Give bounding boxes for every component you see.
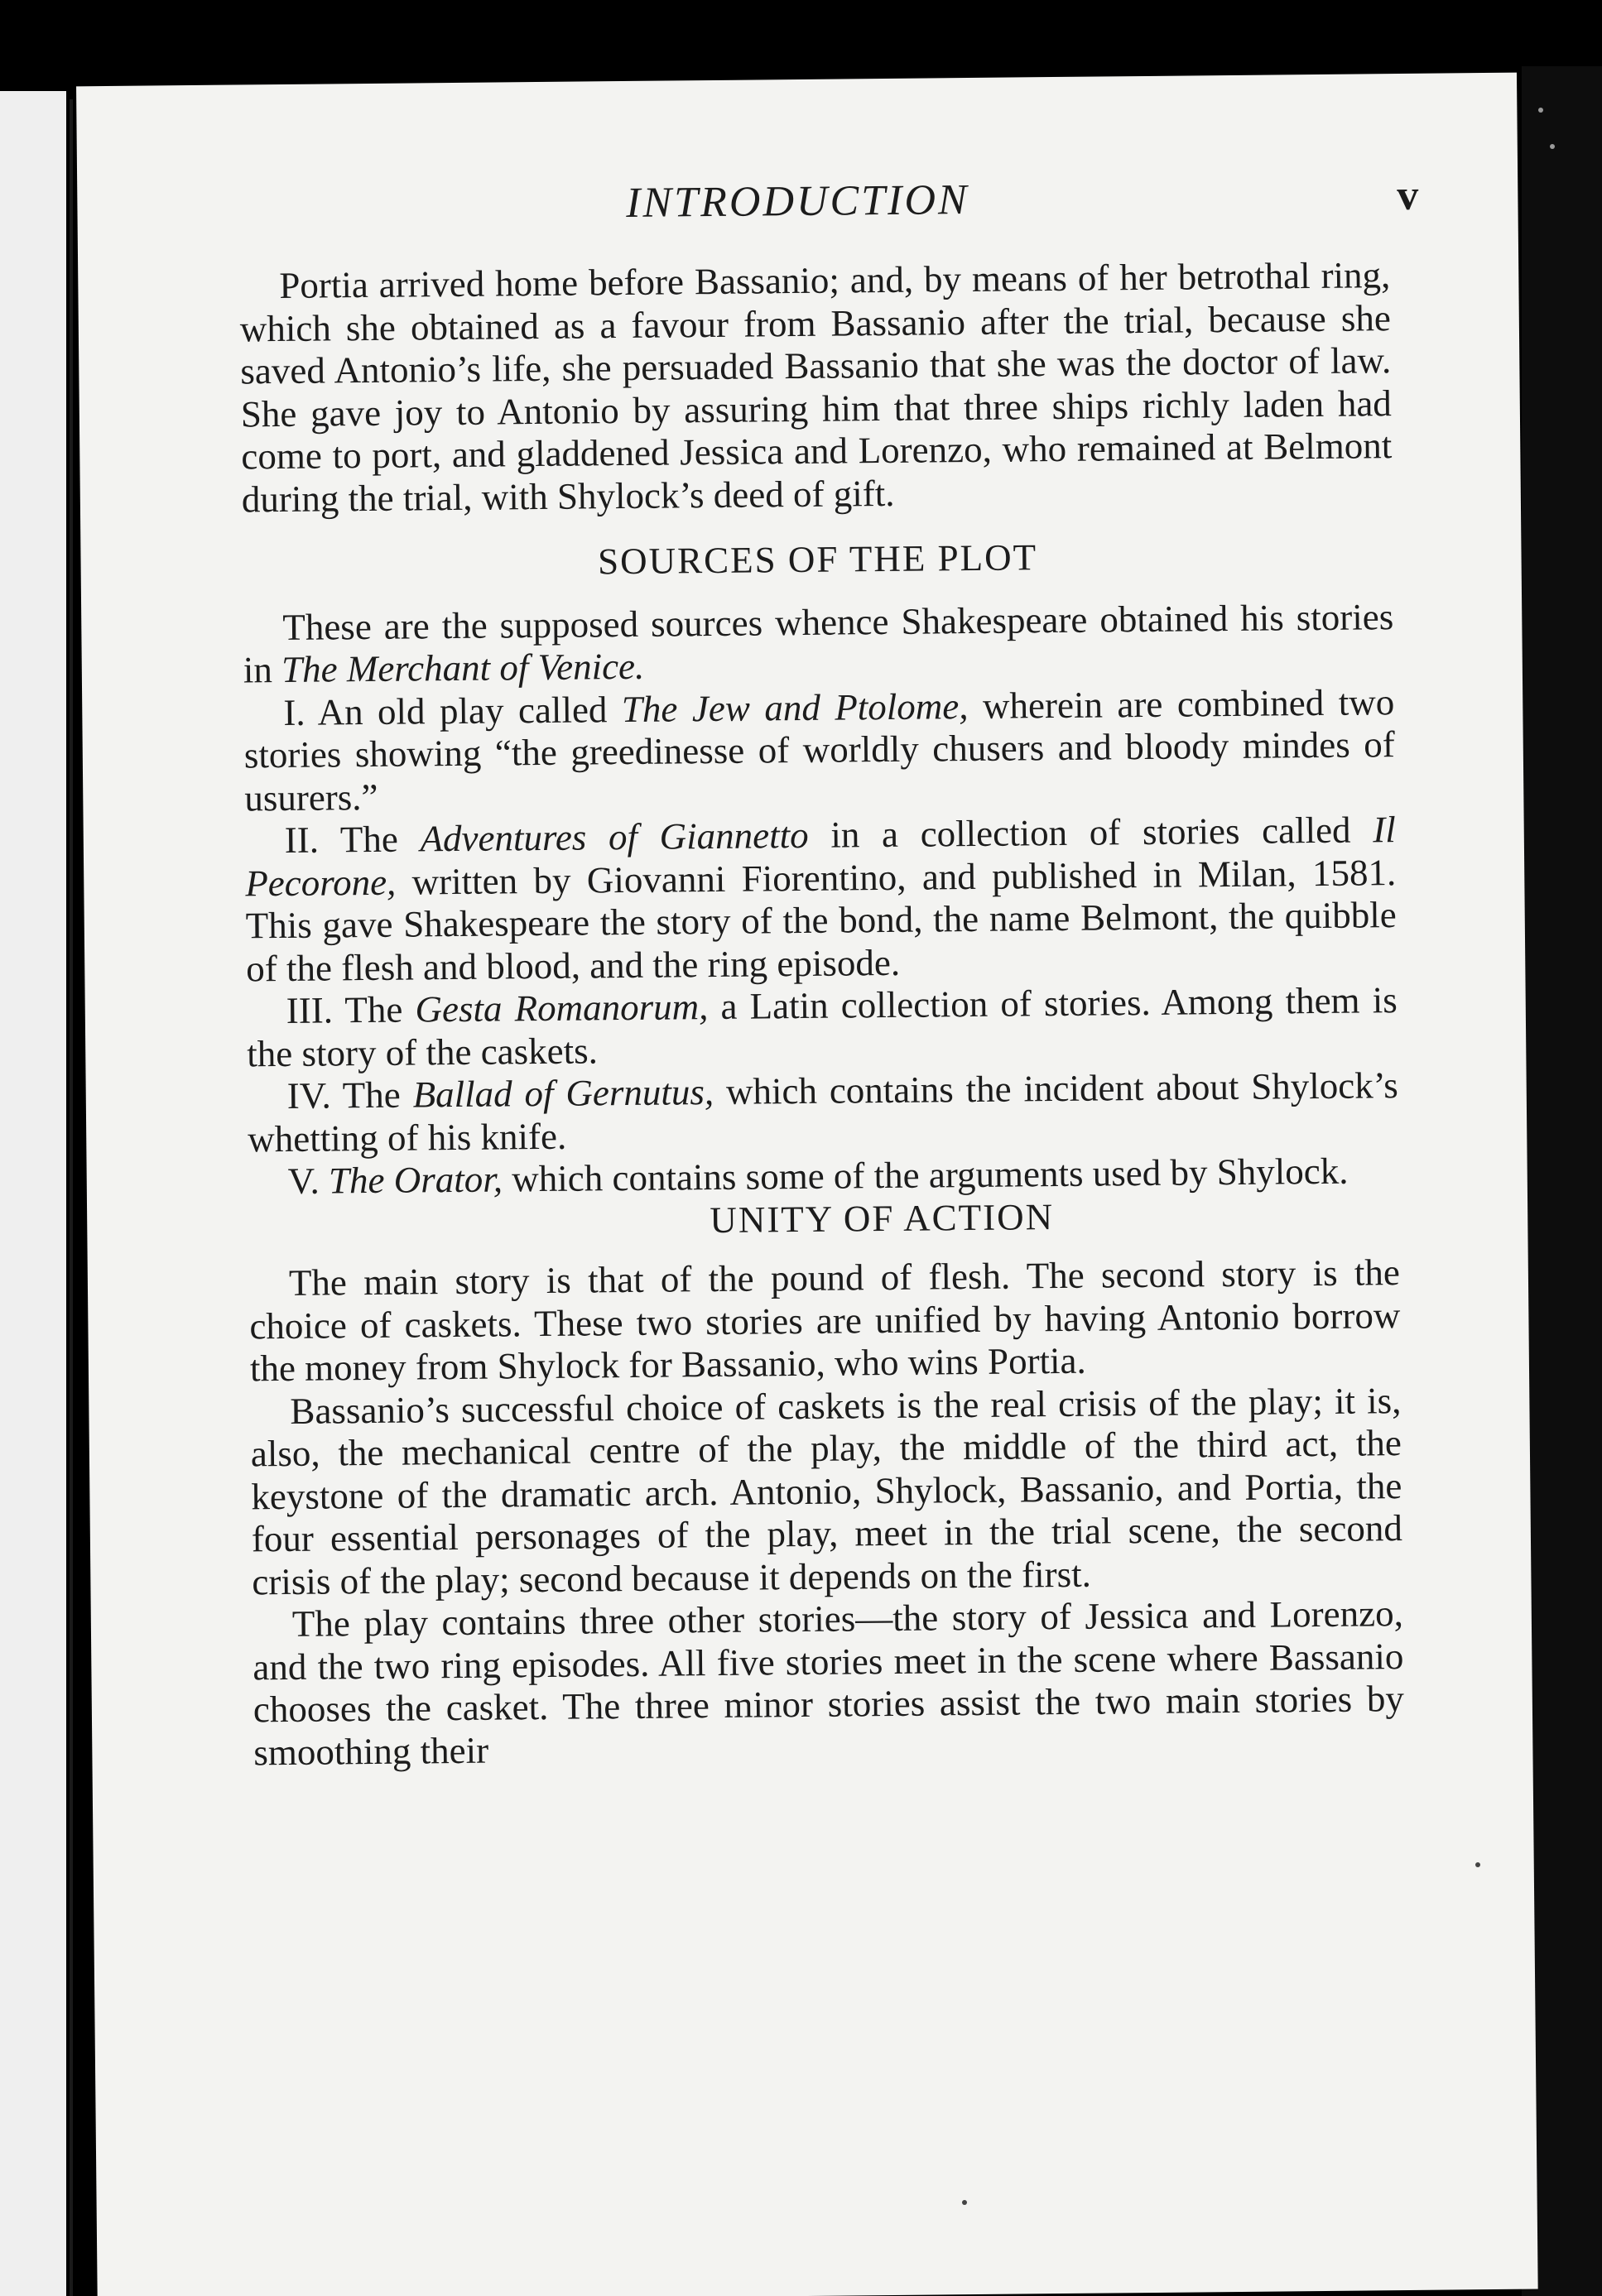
scan-speck xyxy=(1475,1862,1480,1867)
page-header xyxy=(77,171,1518,243)
unity-paragraph: The main story is that of the pound of flesh. The second story is the choice of caskets. These two stories are unified by having Antonio borrow the money from Shylock for Bassanio, who wins Portia. xyxy=(249,1251,1401,1390)
sources-intro xyxy=(243,596,1394,692)
sources-intro-text: These are the supposed sources whence Shakespeare obtained his stories in xyxy=(243,595,1394,691)
source-item-1 xyxy=(243,681,1395,820)
source-item-text: which contains some of the arguments used by Shylock. xyxy=(502,1150,1349,1200)
source-item-text: II. The xyxy=(284,818,421,861)
source-item-text: which contains the incident about Shylock’s whetting of his knife. xyxy=(248,1064,1398,1160)
source-item-2 xyxy=(245,809,1398,990)
unity-paragraph: Bassanio’s successful choice of caskets is the real crisis of the play; it is, also, the mechanical centre of the play, the middle of the third act, the keystone of the dramatic arch. Antonio, Shylock, Bassanio, and Portia, the four essential personages of the play, meet in the trial scene, the second crisis of the play; second because it depends on the first. xyxy=(250,1379,1403,1602)
source-item-4 xyxy=(248,1064,1399,1160)
source-item-text: a Latin collection of stories. Among them is the story of the caskets. xyxy=(247,979,1398,1074)
play-title: The Merchant of Venice. xyxy=(281,645,645,691)
source-title: The Orator, xyxy=(328,1158,503,1202)
page-body xyxy=(239,254,1404,1774)
source-item-3 xyxy=(247,979,1398,1075)
section-heading-sources: SOURCES OF THE PLOT xyxy=(597,536,1038,583)
source-title: Ballad of Gernutus, xyxy=(412,1071,714,1116)
source-item-text: III. The xyxy=(286,988,416,1031)
source-item-text: in a collection of stories called xyxy=(808,809,1373,856)
source-item-text: IV. The xyxy=(286,1074,413,1117)
running-head: INTRODUCTION xyxy=(625,176,969,227)
page-gutter-shadow xyxy=(70,99,73,2296)
source-item-text: written by Giovanni Fiorentino, and published in Milan, 1581. This gave Shakespeare the story of the bond, the name Belmont, the quibble of the flesh and blood, and the ring episode. xyxy=(245,851,1397,989)
previous-page-edge xyxy=(0,91,66,2296)
source-item-text: wherein are combined two stories showing “the greedinesse of worldly chusers and bloody mindes of usurers.” xyxy=(243,680,1395,819)
source-title: Il Pecorone, xyxy=(245,809,1396,904)
section-heading-unity: UNITY OF ACTION xyxy=(710,1195,1055,1241)
unity-paragraph: The play contains three other stories—the story of Jessica and Lorenzo, and the two ring episodes. All five stories meet in the scene where Bassanio chooses the casket. The three minor stories assist the two main stories by smoothing their xyxy=(253,1592,1405,1773)
book-page xyxy=(76,73,1538,2296)
source-item-text: V. xyxy=(287,1160,330,1202)
paragraph-portia: Portia arrived home before Bassanio; and, by means of her betrothal ring, which she obtained as a favour from Bassanio after the trial, because she saved Antonio’s life, she persuaded Bassanio that she was the doctor of law. She gave joy to Antonio by assuring him that three ships richly laden had come to port, and gladdened Jessica and Lorenzo, who remained at Belmont during the trial, with Shylock’s deed of gift. xyxy=(239,254,1393,520)
scan-speck xyxy=(1550,144,1555,149)
source-title: Adventures of Giannetto xyxy=(420,814,809,860)
scan-speck xyxy=(1538,108,1543,113)
source-title: The Jew and Ptolome, xyxy=(621,684,969,730)
page-number: v xyxy=(1397,171,1419,220)
source-title: Gesta Romanorum, xyxy=(415,986,709,1030)
scan-speck xyxy=(962,2200,967,2205)
source-item-text: I. An old play called xyxy=(283,688,623,733)
